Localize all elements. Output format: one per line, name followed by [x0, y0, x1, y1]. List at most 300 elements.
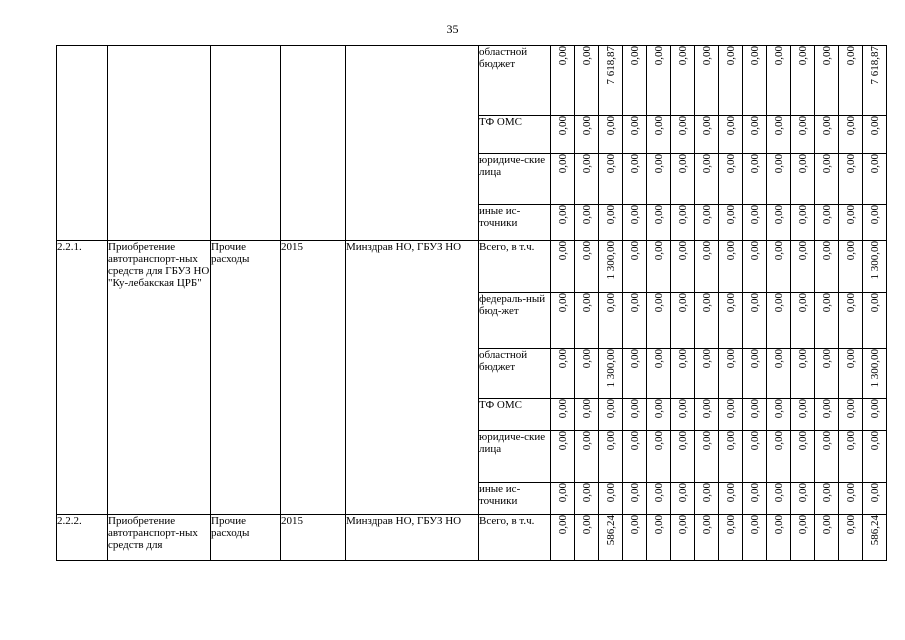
amount-value: 0,00 — [820, 154, 833, 174]
amount-value: 0,00 — [580, 293, 593, 313]
amount-value: 0,00 — [724, 431, 737, 451]
amount-cell — [647, 154, 671, 205]
amount-value: 0,00 — [868, 116, 881, 136]
amount-cell — [743, 205, 767, 241]
funding-source: Всего, в т.ч. — [479, 515, 551, 561]
amount-value: 0,00 — [748, 349, 761, 369]
item-code — [57, 46, 108, 241]
amount-value: 0,00 — [844, 399, 857, 419]
amount-cell — [839, 399, 863, 431]
amount-value: 0,00 — [628, 293, 641, 313]
amount-value: 0,00 — [676, 46, 689, 66]
amount-cell — [791, 46, 815, 116]
amount-value: 0,00 — [700, 483, 713, 503]
amount-cell — [647, 515, 671, 561]
amount-cell — [695, 399, 719, 431]
amount-value: 0,00 — [868, 154, 881, 174]
amount-value: 0,00 — [700, 154, 713, 174]
amount-cell — [767, 205, 791, 241]
amount-cell — [815, 205, 839, 241]
amount-cell — [839, 241, 863, 293]
funding-source: иные ис-точники — [479, 483, 551, 515]
amount-value: 0,00 — [628, 241, 641, 261]
amount-value: 0,00 — [796, 241, 809, 261]
item-name: Приобретение автотранспорт-ных средств для ГБУЗ НО "Ку-лебакская ЦРБ" — [108, 241, 211, 515]
amount-cell — [743, 46, 767, 116]
amount-cell — [743, 399, 767, 431]
amount-cell — [647, 116, 671, 154]
amount-value: 0,00 — [748, 515, 761, 535]
amount-value: 0,00 — [796, 399, 809, 419]
amount-cell — [695, 515, 719, 561]
amount-value: 0,00 — [628, 515, 641, 535]
item-name — [108, 46, 211, 241]
amount-value: 0,00 — [724, 349, 737, 369]
amount-cell — [719, 205, 743, 241]
amount-cell — [671, 154, 695, 205]
funding-source: иные ис-точники — [479, 205, 551, 241]
amount-cell — [815, 349, 839, 399]
amount-cell — [863, 349, 887, 399]
executor: Минздрав НО, ГБУЗ НО — [346, 241, 479, 515]
amount-cell — [551, 205, 575, 241]
amount-value: 0,00 — [844, 483, 857, 503]
amount-cell — [719, 116, 743, 154]
amount-cell — [791, 515, 815, 561]
amount-cell — [743, 241, 767, 293]
amount-cell — [671, 483, 695, 515]
amount-cell — [815, 515, 839, 561]
amount-value: 0,00 — [676, 515, 689, 535]
amount-value: 0,00 — [556, 116, 569, 136]
amount-value: 0,00 — [772, 349, 785, 369]
amount-cell — [551, 116, 575, 154]
amount-value: 0,00 — [868, 205, 881, 225]
amount-value: 0,00 — [580, 483, 593, 503]
amount-value: 0,00 — [580, 241, 593, 261]
amount-cell — [791, 399, 815, 431]
amount-cell — [671, 399, 695, 431]
expense-type: Прочие расходы — [211, 515, 281, 561]
amount-value: 0,00 — [844, 515, 857, 535]
amount-cell — [575, 116, 599, 154]
amount-cell — [791, 116, 815, 154]
amount-value: 0,00 — [580, 399, 593, 419]
amount-cell — [743, 515, 767, 561]
amount-cell — [743, 483, 767, 515]
funding-source: Всего, в т.ч. — [479, 241, 551, 293]
amount-cell — [647, 399, 671, 431]
amount-cell — [863, 205, 887, 241]
amount-cell — [575, 349, 599, 399]
amount-value: 0,00 — [556, 205, 569, 225]
amount-value: 1 300,00 — [604, 349, 617, 388]
amount-value: 0,00 — [772, 431, 785, 451]
amount-cell — [719, 483, 743, 515]
amount-value: 0,00 — [820, 483, 833, 503]
amount-value: 0,00 — [748, 431, 761, 451]
amount-cell — [551, 154, 575, 205]
amount-value: 1 300,00 — [604, 241, 617, 280]
funding-source: юридиче-ские лица — [479, 154, 551, 205]
amount-value: 0,00 — [772, 399, 785, 419]
amount-value: 0,00 — [604, 116, 617, 136]
amount-value: 0,00 — [820, 116, 833, 136]
amount-cell — [647, 431, 671, 483]
amount-cell — [623, 154, 647, 205]
amount-cell — [575, 399, 599, 431]
amount-cell — [815, 241, 839, 293]
amount-cell — [815, 46, 839, 116]
amount-cell — [575, 154, 599, 205]
amount-cell — [863, 293, 887, 349]
amount-value: 0,00 — [628, 154, 641, 174]
amount-cell — [863, 46, 887, 116]
amount-value: 0,00 — [748, 293, 761, 313]
amount-value: 0,00 — [628, 483, 641, 503]
table-row — [57, 46, 887, 116]
amount-value: 0,00 — [700, 431, 713, 451]
amount-cell — [791, 154, 815, 205]
amount-cell — [551, 399, 575, 431]
amount-value: 0,00 — [772, 116, 785, 136]
amount-cell — [647, 293, 671, 349]
amount-value: 0,00 — [772, 515, 785, 535]
amount-cell — [767, 293, 791, 349]
amount-value: 7 618,87 — [604, 46, 617, 85]
amount-cell — [839, 205, 863, 241]
amount-cell — [839, 293, 863, 349]
amount-cell — [599, 205, 623, 241]
amount-cell — [767, 116, 791, 154]
amount-cell — [599, 349, 623, 399]
amount-value: 0,00 — [796, 116, 809, 136]
amount-value: 0,00 — [748, 46, 761, 66]
amount-value: 0,00 — [700, 515, 713, 535]
amount-cell — [599, 154, 623, 205]
amount-cell — [767, 241, 791, 293]
amount-value: 0,00 — [844, 431, 857, 451]
amount-cell — [647, 241, 671, 293]
amount-cell — [623, 116, 647, 154]
amount-cell — [719, 241, 743, 293]
amount-value: 0,00 — [868, 399, 881, 419]
amount-value: 0,00 — [772, 46, 785, 66]
amount-cell — [671, 515, 695, 561]
amount-value: 0,00 — [652, 431, 665, 451]
amount-cell — [839, 154, 863, 205]
executor: Минздрав НО, ГБУЗ НО — [346, 515, 479, 561]
amount-cell — [647, 483, 671, 515]
amount-cell — [647, 46, 671, 116]
executor — [346, 46, 479, 241]
amount-value: 0,00 — [724, 293, 737, 313]
amount-cell — [815, 483, 839, 515]
amount-value: 0,00 — [580, 349, 593, 369]
amount-cell — [719, 515, 743, 561]
amount-value: 0,00 — [748, 116, 761, 136]
amount-value: 0,00 — [628, 431, 641, 451]
amount-cell — [671, 116, 695, 154]
amount-value: 0,00 — [628, 399, 641, 419]
amount-value: 0,00 — [676, 293, 689, 313]
table-row — [57, 515, 887, 561]
amount-value: 0,00 — [652, 399, 665, 419]
amount-cell — [767, 431, 791, 483]
amount-cell — [551, 431, 575, 483]
year: 2015 — [281, 241, 346, 515]
amount-value: 0,00 — [676, 349, 689, 369]
amount-cell — [623, 483, 647, 515]
amount-value: 0,00 — [844, 154, 857, 174]
amount-cell — [815, 293, 839, 349]
amount-value: 0,00 — [628, 116, 641, 136]
amount-value: 1 300,00 — [868, 241, 881, 280]
amount-value: 0,00 — [844, 241, 857, 261]
amount-cell — [815, 399, 839, 431]
amount-cell — [767, 46, 791, 116]
amount-cell — [623, 431, 647, 483]
amount-cell — [623, 349, 647, 399]
amount-value: 0,00 — [700, 241, 713, 261]
amount-value: 0,00 — [700, 349, 713, 369]
amount-cell — [575, 483, 599, 515]
amount-cell — [695, 483, 719, 515]
amount-value: 0,00 — [556, 293, 569, 313]
amount-cell — [839, 349, 863, 399]
item-code: 2.2.1. — [57, 241, 108, 515]
amount-value: 0,00 — [700, 293, 713, 313]
amount-value: 586,24 — [604, 515, 617, 546]
amount-cell — [671, 241, 695, 293]
amount-value: 0,00 — [580, 154, 593, 174]
amount-cell — [743, 154, 767, 205]
amount-cell — [791, 241, 815, 293]
amount-cell — [743, 431, 767, 483]
amount-value: 0,00 — [652, 116, 665, 136]
amount-cell — [695, 46, 719, 116]
amount-value: 0,00 — [580, 431, 593, 451]
amount-value: 0,00 — [652, 483, 665, 503]
amount-value: 0,00 — [556, 515, 569, 535]
amount-value: 0,00 — [652, 46, 665, 66]
amount-value: 0,00 — [772, 154, 785, 174]
funding-source: областной бюджет — [479, 349, 551, 399]
amount-value: 0,00 — [580, 205, 593, 225]
amount-value: 0,00 — [676, 399, 689, 419]
amount-value: 0,00 — [580, 515, 593, 535]
amount-cell — [623, 399, 647, 431]
amount-cell — [791, 431, 815, 483]
amount-cell — [695, 116, 719, 154]
amount-value: 0,00 — [700, 46, 713, 66]
amount-cell — [623, 46, 647, 116]
item-name: Приобретение автотранспорт-ных средств для — [108, 515, 211, 561]
amount-cell — [695, 241, 719, 293]
amount-cell — [767, 515, 791, 561]
amount-value: 0,00 — [724, 241, 737, 261]
amount-value: 0,00 — [844, 205, 857, 225]
amount-cell — [623, 515, 647, 561]
amount-cell — [695, 293, 719, 349]
amount-value: 0,00 — [676, 205, 689, 225]
funding-source: областной бюджет — [479, 46, 551, 116]
amount-cell — [863, 116, 887, 154]
amount-value: 0,00 — [844, 116, 857, 136]
amount-value: 0,00 — [556, 349, 569, 369]
amount-cell — [863, 241, 887, 293]
expense-type: Прочие расходы — [211, 241, 281, 515]
amount-cell — [575, 46, 599, 116]
amount-value: 0,00 — [868, 483, 881, 503]
amount-cell — [671, 205, 695, 241]
funding-source: федераль-ный бюд-жет — [479, 293, 551, 349]
amount-cell — [815, 154, 839, 205]
amount-cell — [767, 154, 791, 205]
amount-value: 0,00 — [652, 293, 665, 313]
amount-value: 0,00 — [724, 154, 737, 174]
amount-cell — [695, 349, 719, 399]
amount-value: 0,00 — [772, 483, 785, 503]
amount-cell — [719, 399, 743, 431]
amount-cell — [551, 515, 575, 561]
amount-value: 0,00 — [748, 205, 761, 225]
amount-cell — [599, 483, 623, 515]
amount-value: 0,00 — [724, 116, 737, 136]
amount-value: 0,00 — [748, 483, 761, 503]
amount-value: 0,00 — [556, 399, 569, 419]
amount-value: 0,00 — [652, 205, 665, 225]
amount-value: 0,00 — [556, 431, 569, 451]
amount-cell — [575, 241, 599, 293]
amount-value: 0,00 — [796, 293, 809, 313]
year: 2015 — [281, 515, 346, 561]
amount-cell — [743, 349, 767, 399]
amount-value: 0,00 — [580, 116, 593, 136]
amount-value: 0,00 — [604, 154, 617, 174]
amount-cell — [767, 349, 791, 399]
amount-cell — [575, 431, 599, 483]
funding-source: юридиче-ские лица — [479, 431, 551, 483]
amount-cell — [839, 483, 863, 515]
amount-value: 0,00 — [556, 154, 569, 174]
amount-value: 0,00 — [724, 483, 737, 503]
amount-value: 0,00 — [652, 241, 665, 261]
amount-value: 0,00 — [820, 515, 833, 535]
amount-value: 0,00 — [868, 293, 881, 313]
amount-value: 0,00 — [796, 515, 809, 535]
amount-cell — [791, 349, 815, 399]
amount-value: 0,00 — [628, 46, 641, 66]
amount-value: 0,00 — [748, 399, 761, 419]
page-number: 35 — [446, 22, 459, 36]
funding-source: ТФ ОМС — [479, 116, 551, 154]
amount-cell — [623, 241, 647, 293]
amount-cell — [719, 46, 743, 116]
amount-cell — [863, 431, 887, 483]
amount-value: 0,00 — [700, 116, 713, 136]
amount-cell — [575, 205, 599, 241]
amount-cell — [551, 241, 575, 293]
year — [281, 46, 346, 241]
amount-value: 0,00 — [748, 241, 761, 261]
amount-value: 0,00 — [820, 241, 833, 261]
amount-cell — [695, 431, 719, 483]
amount-value: 0,00 — [820, 205, 833, 225]
amount-cell — [599, 431, 623, 483]
amount-value: 0,00 — [676, 431, 689, 451]
amount-cell — [791, 483, 815, 515]
amount-value: 0,00 — [820, 399, 833, 419]
amount-cell — [551, 293, 575, 349]
expense-type — [211, 46, 281, 241]
amount-cell — [671, 431, 695, 483]
amount-value: 0,00 — [556, 46, 569, 66]
amount-value: 0,00 — [796, 483, 809, 503]
amount-cell — [623, 205, 647, 241]
amount-cell — [815, 116, 839, 154]
amount-value: 1 300,00 — [868, 349, 881, 388]
amount-cell — [671, 46, 695, 116]
amount-value: 0,00 — [676, 483, 689, 503]
amount-value: 0,00 — [820, 46, 833, 66]
amount-value: 0,00 — [628, 349, 641, 369]
table-row — [57, 241, 887, 293]
amount-cell — [719, 154, 743, 205]
amount-cell — [767, 483, 791, 515]
amount-value: 586,24 — [868, 515, 881, 546]
amount-value: 0,00 — [844, 293, 857, 313]
amount-cell — [791, 293, 815, 349]
amount-value: 0,00 — [556, 483, 569, 503]
amount-cell — [839, 431, 863, 483]
amount-cell — [551, 349, 575, 399]
amount-cell — [839, 46, 863, 116]
amount-value: 0,00 — [844, 46, 857, 66]
amount-cell — [863, 515, 887, 561]
amount-cell — [671, 349, 695, 399]
amount-cell — [695, 154, 719, 205]
amount-cell — [743, 293, 767, 349]
amount-value: 0,00 — [796, 205, 809, 225]
item-code: 2.2.2. — [57, 515, 108, 561]
amount-value: 0,00 — [724, 205, 737, 225]
amount-cell — [599, 46, 623, 116]
amount-cell — [719, 293, 743, 349]
amount-value: 0,00 — [772, 205, 785, 225]
amount-value: 0,00 — [700, 399, 713, 419]
amount-value: 0,00 — [796, 349, 809, 369]
amount-value: 0,00 — [748, 154, 761, 174]
amount-value: 0,00 — [604, 293, 617, 313]
amount-value: 0,00 — [676, 241, 689, 261]
amount-cell — [767, 399, 791, 431]
amount-cell — [599, 293, 623, 349]
amount-value: 0,00 — [652, 154, 665, 174]
amount-cell — [623, 293, 647, 349]
amount-value: 0,00 — [676, 116, 689, 136]
amount-cell — [551, 46, 575, 116]
amount-value: 0,00 — [556, 241, 569, 261]
amount-cell — [719, 349, 743, 399]
amount-value: 0,00 — [820, 293, 833, 313]
amount-cell — [599, 515, 623, 561]
amount-value: 0,00 — [604, 431, 617, 451]
amount-value: 0,00 — [700, 205, 713, 225]
amount-value: 0,00 — [820, 349, 833, 369]
amount-cell — [839, 515, 863, 561]
amount-value: 0,00 — [796, 46, 809, 66]
